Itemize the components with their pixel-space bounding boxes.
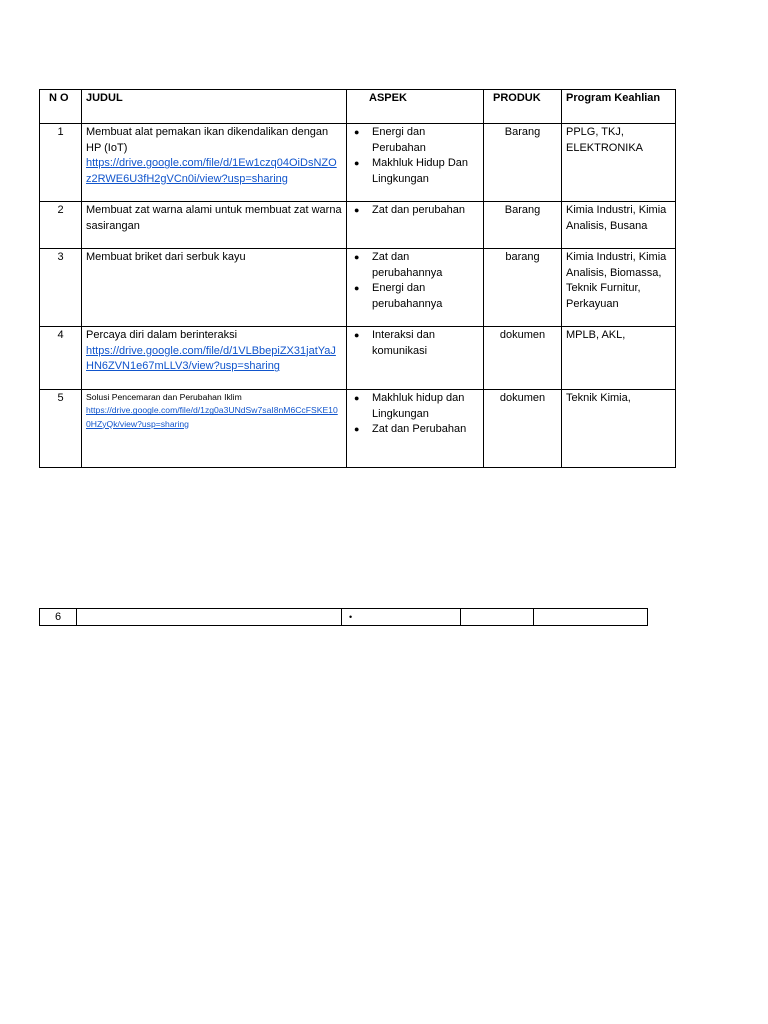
row-number: 6 — [40, 609, 77, 626]
row-number: 1 — [40, 124, 82, 202]
table-row — [40, 124, 676, 202]
row-product: dokumen — [484, 390, 562, 468]
continuation-table — [39, 608, 648, 626]
row-title: Membuat alat pemakan ikan dikendalikan dengan HP (IoT) — [86, 126, 329, 154]
drive-link[interactable]: https://drive.google.com/file/d/1Ew1czq04OiDsNZOz2RWE6U3fH2gVCn0i/view?usp=sharing — [86, 157, 337, 185]
row-program: Teknik Kimia, — [562, 390, 676, 468]
row-program: Kimia Industri, Kimia Analisis, Biomassa, Teknik Furnitur, Perkayuan — [562, 249, 676, 327]
row-product: dokumen — [484, 327, 562, 390]
drive-link[interactable]: https://drive.google.com/file/d/1zg0a3UNdSw7saI8nM6CcFSKE100HZyQk/view?usp=sharing — [86, 405, 338, 429]
drive-link[interactable]: https://drive.google.com/file/d/1VLBbepiZX31jatYaJHN6ZVN1e67mLLV3/view?usp=sharing — [86, 344, 336, 373]
row-title-cell — [82, 390, 347, 468]
row-aspects — [347, 327, 484, 390]
header-aspek: ASPEK — [347, 90, 484, 124]
row-title-cell — [82, 327, 347, 390]
row-number: 4 — [40, 327, 82, 390]
project-table — [39, 89, 676, 468]
row-aspects — [347, 390, 484, 468]
row-title: Solusi Pencemaran dan Perubahan Iklim — [86, 392, 242, 402]
table-row — [40, 390, 676, 468]
aspect-item: ● Interaksi dan komunikasi — [354, 329, 435, 357]
row-title — [77, 609, 342, 626]
row-aspects — [347, 124, 484, 202]
row-aspects — [347, 249, 484, 327]
header-no: N O — [40, 90, 82, 124]
row-aspects — [347, 202, 484, 249]
header-program-keahlian: Program Keahlian — [562, 90, 676, 124]
bullet-icon: ● — [354, 283, 360, 294]
row-program: MPLB, AKL, — [562, 327, 676, 390]
aspect-item: ● Zat dan perubahan — [351, 203, 479, 219]
bullet-icon: ● — [354, 252, 360, 262]
row-program: Kimia Industri, Kimia Analisis, Busana — [562, 202, 676, 249]
row-number: 2 — [40, 202, 82, 249]
row-product — [461, 609, 534, 626]
table-row — [40, 327, 676, 390]
row-title: Membuat briket dari serbuk kayu — [82, 249, 347, 327]
row-number: 3 — [40, 249, 82, 327]
bullet-icon: ● — [354, 330, 360, 340]
row-title-cell — [82, 124, 347, 202]
header-produk: PRODUK — [484, 90, 562, 124]
table-row — [40, 609, 648, 626]
bullet-icon: ● — [354, 127, 360, 137]
table-row — [40, 202, 676, 249]
row-product: barang — [484, 249, 562, 327]
row-number: 5 — [40, 390, 82, 468]
row-program — [534, 609, 648, 626]
row-program: PPLG, TKJ, ELEKTRONIKA — [562, 124, 676, 202]
row-product: Barang — [484, 202, 562, 249]
row-product: Barang — [484, 124, 562, 202]
aspect-item: ● Zat dan perubahannya — [354, 251, 443, 279]
header-judul: JUDUL — [82, 90, 347, 124]
bullet-icon: ● — [354, 424, 360, 435]
row-title: Membuat zat warna alami untuk membuat zat warna sasirangan — [82, 202, 347, 249]
bullet-icon: • — [349, 612, 353, 622]
bullet-icon: ● — [354, 393, 360, 403]
bullet-icon: ● — [354, 205, 360, 215]
table-row — [40, 249, 676, 327]
row-aspects — [342, 609, 461, 626]
bullet-icon: ● — [354, 158, 360, 169]
aspect-item: ● Makhluk hidup dan Lingkungan — [354, 392, 465, 420]
row-title: Percaya diri dalam berinteraksi — [86, 329, 238, 341]
aspect-item: ● Energi dan Perubahan — [354, 126, 426, 154]
aspect-item: ● Zat dan Perubahan — [351, 422, 479, 438]
table-header-row — [40, 90, 676, 124]
aspect-item: ● Makhluk Hidup Dan Lingkungan — [354, 157, 468, 185]
aspect-item: ● Energi dan perubahannya — [354, 282, 443, 310]
